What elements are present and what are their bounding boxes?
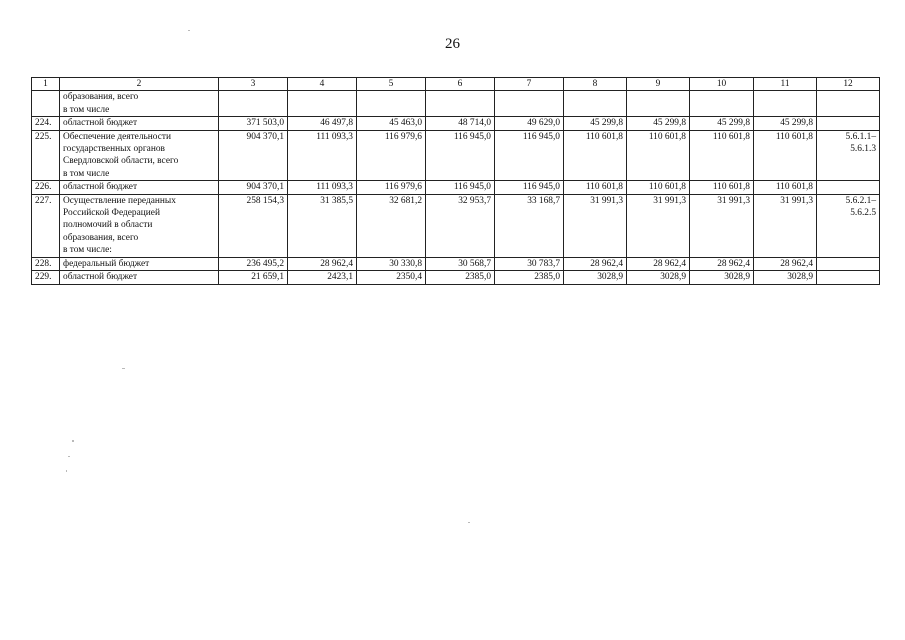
item-name-cell — [60, 271, 219, 284]
target-reference-cell — [817, 257, 880, 270]
amount-cell: 371 503,0 — [219, 117, 288, 130]
amount-cell: 48 714,0 — [426, 117, 495, 130]
item-name-cell — [60, 117, 219, 130]
amount-cell: 111 093,3 — [288, 181, 357, 194]
item-name-line: Обеспечение деятельности — [63, 131, 172, 142]
header-row — [32, 78, 880, 91]
amount-cell: 21 659,1 — [219, 271, 288, 284]
amount-cell: 28 962,4 — [564, 257, 627, 270]
table-row — [32, 117, 880, 130]
amount-cell: 45 299,8 — [754, 117, 817, 130]
amount-cell — [219, 91, 288, 117]
scan-artifact — [66, 470, 67, 472]
table-row — [32, 271, 880, 284]
target-reference-cell — [817, 91, 880, 117]
amount-cell: 32 681,2 — [357, 194, 426, 257]
column-header: 9 — [627, 78, 690, 91]
column-header: 4 — [288, 78, 357, 91]
amount-cell — [357, 91, 426, 117]
item-name-cell — [60, 257, 219, 270]
amount-cell: 31 991,3 — [564, 194, 627, 257]
column-header: 2 — [60, 78, 219, 91]
amount-cell: 116 945,0 — [426, 130, 495, 181]
amount-cell: 904 370,1 — [219, 130, 288, 181]
amount-cell: 45 299,8 — [690, 117, 754, 130]
target-reference-line: 5.6.2.1– — [845, 195, 876, 206]
amount-cell: 116 979,6 — [357, 130, 426, 181]
amount-cell: 28 962,4 — [288, 257, 357, 270]
amount-cell: 116 945,0 — [495, 181, 564, 194]
amount-cell: 110 601,8 — [690, 130, 754, 181]
table-row — [32, 130, 880, 181]
amount-cell: 31 991,3 — [627, 194, 690, 257]
amount-cell: 111 093,3 — [288, 130, 357, 181]
amount-cell: 116 945,0 — [426, 181, 495, 194]
scan-artifact — [122, 368, 125, 369]
row-number-cell: 229. — [32, 271, 60, 284]
item-name-line: Свердловской области, всего — [63, 156, 179, 167]
amount-cell: 49 629,0 — [495, 117, 564, 130]
item-name-line: полномочий в области — [63, 220, 153, 231]
target-reference-line: 5.6.2.5 — [850, 208, 876, 219]
column-header: 7 — [495, 78, 564, 91]
table-row — [32, 181, 880, 194]
amount-cell: 28 962,4 — [627, 257, 690, 270]
amount-cell: 3028,9 — [627, 271, 690, 284]
amount-cell — [564, 91, 627, 117]
column-header: 3 — [219, 78, 288, 91]
amount-cell — [754, 91, 817, 117]
table-row — [32, 194, 880, 257]
amount-cell — [627, 91, 690, 117]
budget-table — [31, 77, 880, 285]
column-header: 12 — [817, 78, 880, 91]
item-name-line: федеральный бюджет — [63, 258, 150, 269]
column-header: 6 — [426, 78, 495, 91]
page-number: 26 — [445, 36, 460, 52]
item-name-line: государственных органов — [63, 144, 165, 155]
table-row — [32, 91, 880, 117]
scan-artifact — [468, 522, 470, 523]
target-reference-line: 5.6.1.3 — [850, 144, 876, 155]
amount-cell: 110 601,8 — [690, 181, 754, 194]
item-name-line: Осуществление переданных — [63, 195, 176, 206]
amount-cell — [288, 91, 357, 117]
amount-cell: 31 385,5 — [288, 194, 357, 257]
item-name-line: образования, всего — [63, 232, 139, 243]
amount-cell: 110 601,8 — [627, 181, 690, 194]
amount-cell — [426, 91, 495, 117]
amount-cell: 110 601,8 — [564, 130, 627, 181]
amount-cell: 28 962,4 — [754, 257, 817, 270]
item-name-line: в том числе — [63, 104, 110, 115]
row-number-cell — [32, 91, 60, 117]
item-name-line: образования, всего — [63, 92, 139, 103]
amount-cell: 45 299,8 — [627, 117, 690, 130]
amount-cell: 110 601,8 — [564, 181, 627, 194]
amount-cell: 2423,1 — [288, 271, 357, 284]
amount-cell: 904 370,1 — [219, 181, 288, 194]
amount-cell: 2385,0 — [495, 271, 564, 284]
column-header: 5 — [357, 78, 426, 91]
target-reference-cell — [817, 271, 880, 284]
column-header: 1 — [32, 78, 60, 91]
item-name-line: областной бюджет — [63, 182, 138, 193]
amount-cell: 30 568,7 — [426, 257, 495, 270]
row-number-cell: 224. — [32, 117, 60, 130]
target-reference-cell — [817, 181, 880, 194]
amount-cell: 30 783,7 — [495, 257, 564, 270]
item-name-cell — [60, 130, 219, 181]
row-number-cell: 228. — [32, 257, 60, 270]
amount-cell: 110 601,8 — [754, 130, 817, 181]
column-header: 11 — [754, 78, 817, 91]
amount-cell: 2350,4 — [357, 271, 426, 284]
table-body — [32, 91, 880, 284]
amount-cell — [690, 91, 754, 117]
target-reference-cell — [817, 194, 880, 257]
amount-cell: 45 463,0 — [357, 117, 426, 130]
amount-cell: 116 945,0 — [495, 130, 564, 181]
row-number-cell: 227. — [32, 194, 60, 257]
amount-cell — [495, 91, 564, 117]
item-name-cell — [60, 181, 219, 194]
table-row — [32, 257, 880, 270]
item-name-line: в том числе: — [63, 245, 112, 256]
item-name-line: Российской Федерацией — [63, 208, 160, 219]
amount-cell: 3028,9 — [754, 271, 817, 284]
amount-cell: 110 601,8 — [627, 130, 690, 181]
target-reference-line: 5.6.1.1– — [845, 131, 876, 142]
item-name-line: в том числе — [63, 168, 110, 179]
scan-artifact — [68, 456, 70, 457]
amount-cell: 46 497,8 — [288, 117, 357, 130]
item-name-line: областной бюджет — [63, 118, 138, 129]
item-name-cell — [60, 91, 219, 117]
column-header: 10 — [690, 78, 754, 91]
row-number-cell: 226. — [32, 181, 60, 194]
item-name-cell — [60, 194, 219, 257]
amount-cell: 30 330,8 — [357, 257, 426, 270]
item-name-line: областной бюджет — [63, 272, 138, 283]
amount-cell: 31 991,3 — [754, 194, 817, 257]
amount-cell: 33 168,7 — [495, 194, 564, 257]
amount-cell: 258 154,3 — [219, 194, 288, 257]
amount-cell: 236 495,2 — [219, 257, 288, 270]
amount-cell: 45 299,8 — [564, 117, 627, 130]
scan-artifact — [188, 30, 190, 31]
amount-cell: 110 601,8 — [754, 181, 817, 194]
amount-cell: 2385,0 — [426, 271, 495, 284]
amount-cell: 116 979,6 — [357, 181, 426, 194]
amount-cell: 32 953,7 — [426, 194, 495, 257]
scan-artifact — [72, 440, 74, 442]
amount-cell: 31 991,3 — [690, 194, 754, 257]
target-reference-cell — [817, 117, 880, 130]
column-header: 8 — [564, 78, 627, 91]
amount-cell: 28 962,4 — [690, 257, 754, 270]
row-number-cell: 225. — [32, 130, 60, 181]
amount-cell: 3028,9 — [564, 271, 627, 284]
target-reference-cell — [817, 130, 880, 181]
amount-cell: 3028,9 — [690, 271, 754, 284]
